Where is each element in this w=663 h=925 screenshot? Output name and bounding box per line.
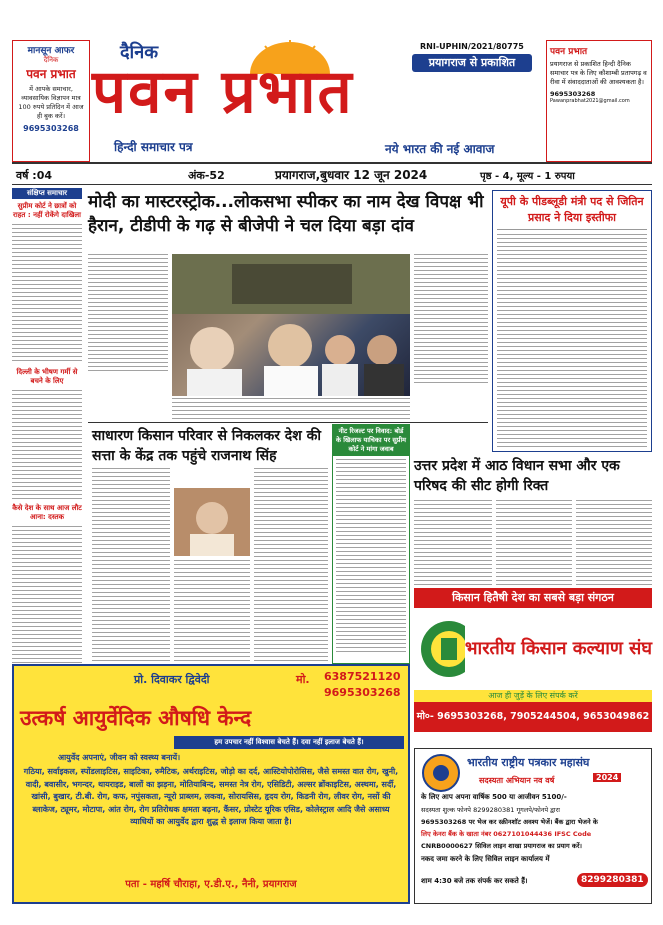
ayur-phone-2: 9695303268 [324, 686, 401, 699]
lead-photo-art [172, 254, 410, 396]
ayur-title: उत्कर्ष आयुर्वेदिक औषधि केन्द [20, 706, 252, 730]
sidebar [12, 188, 82, 652]
story4-headline: उत्तर प्रदेश में आठ विधान सभा और एक परिषद की सीट होगी रिक्त [414, 458, 620, 494]
patrakar-title: भारतीय राष्ट्रीय पत्रकार महासंघ [467, 756, 590, 769]
sidebar-body-1 [12, 224, 82, 364]
patrakar-line-3: लिए केनरा बैंक के खाता नंबर 0627101044436 IFSC Code [421, 830, 592, 838]
patrakar-line-5: नकद जमा करने के लिए सिविल लाइन कार्यालय में [421, 855, 550, 863]
sidebar-headline-3: कैसे देश के साथ आज लौट आना: दस्तक [12, 504, 82, 521]
lead-col-right [414, 254, 488, 384]
story2-photo-art [174, 488, 250, 556]
right-top-story [492, 190, 652, 452]
story4-col-3 [576, 500, 652, 586]
published-from: प्रयागराज से प्रकाशित [412, 54, 532, 72]
kisan-ad [414, 588, 652, 738]
left-ad-body: में आपके समाचार, व्यावसायिक विज्ञापन मात्र 100 रुपये प्रतिदिन में आज ही बुक करें। [18, 85, 84, 120]
right-ad-title: पवन प्रभात [550, 47, 588, 57]
lead-col-left [88, 254, 168, 374]
patrakar-drive: सदस्यता अभियान नव वर्ष [479, 776, 555, 785]
story2-col-2 [174, 560, 250, 662]
sidebar-body-2 [12, 390, 82, 500]
patrakar-phone: 8299280381 [577, 873, 648, 887]
right-top-headline: यूपी के पीडब्लूडी मंत्री पद से जितिन प्रसाद ने दिया इस्तीफा [497, 194, 647, 230]
sidebar-label: संक्षिप्त समाचार [12, 188, 82, 199]
story2-col-3 [254, 468, 328, 662]
tagline: हिन्दी समाचार पत्र [114, 140, 193, 154]
left-ad-subtitle: दैनिक [43, 56, 59, 64]
left-ad-title: मानसून आफर [27, 46, 75, 56]
dateline-rule-bottom [12, 184, 652, 185]
lead-photo [172, 254, 410, 396]
kisan-phones: मो०- 9695303268, 7905244504, 9653049862 [414, 702, 652, 732]
year: वर्ष :04 [16, 169, 53, 182]
rni-number: RNI-UPHIN/2021/80775 [420, 42, 524, 51]
patrakar-year: 2024 [593, 773, 621, 782]
kisan-name: भारतीय किसान कल्याण संघ [464, 638, 652, 659]
kisan-top: किसान हितैषी देश का सबसे बड़ा संगठन [414, 588, 652, 608]
left-ad-box [12, 40, 90, 162]
ayur-diseases: गठिया, सर्वाइकल, स्पोंडलाइटिस, साइटिका, रुमैटिक, अर्थराइटिस, जोड़ो का दर्द, आस्टियोपोरोसिस, जैसे समस्त वात रोग, खुनी, वादी, बवासीर, भगन्दर, थायराइड, बालों का झड़ना, मोतियाबिन्द, समस्त नेत्र रोग, एसिडिटी, अल्सर ब्रोंकाइटिस, अस्थमा, सर्दी, खांसी, बुखार, टी.बी. रोग, कफ, नपुंसकता, न्यूरो प्राब्लम, लकवा, सोरायसिस, हृदय रोग, किडनी रोग, लीवर रोग, नसों की ब्लाकेज, ट्यूमर, मोटापा, आंत रोग, रोग प्रतिरोधक क्षमता बढ़ना, कैंसर, प्रोस्टेट यूरिक एसिड, कोलेस्ट्राल आदि जैसे असाध्य व्याधियों का आयुर्वेद द्वारा शुद्ध से इलाज किया जाता है। [23, 767, 399, 826]
ayur-mobile-label: मो. [296, 673, 310, 686]
ayur-ad [12, 664, 410, 904]
left-ad-phone: 9695303268 [23, 124, 79, 133]
story4-col-2 [496, 500, 572, 586]
issue: अंक-52 [188, 169, 225, 182]
ayur-slogan: आयुर्वेद अपनाएं, जीवन को स्वस्थ्य बनायें। [58, 753, 181, 762]
story4-col-1 [414, 500, 492, 586]
divider-story2 [88, 422, 488, 423]
story2-headline: साधारण किसान परिवार से निकलकर देश की सत्ता के केंद्र तक पहुंचे राजनाथ सिंह [92, 428, 322, 464]
right-ad-box [546, 40, 652, 162]
patrakar-line-4: CNRB0000627 सिविल लाइन शाखा प्रयागराज का प्रयाग करें। [421, 842, 583, 850]
newspaper-title: पवन प्रभात [92, 57, 354, 127]
patrakar-fee: के लिए आप अपना वार्षिक 500 या आजीवन 5100/- [421, 793, 567, 801]
right-ad-email: Pawanprabhat2021@gmail.com [550, 98, 630, 104]
story3-body [336, 459, 406, 655]
daily-label: दैनिक [120, 42, 159, 63]
patrakar-line-6: शाम 4:30 बजे तक संपर्क कर सकते हैं। [421, 877, 528, 885]
patrakar-emblem [421, 753, 461, 793]
ayur-promise: हम उपचार नहीं विश्वास बेचते हैं। दवा नहीं इलाज बेचते हैं। [174, 736, 404, 749]
right-top-body [497, 234, 647, 448]
story3-headline: नीट रिजल्ट पर विवाद: बोर्ड के खिलाफ याचिका पर सुप्रीम कोर्ट ने मांगा जवाब [333, 425, 409, 456]
kisan-line: आज ही जुड़ें के लिए संपर्क करें [414, 690, 652, 702]
patrakar-ad [414, 748, 652, 904]
motto: नये भारत की नई आवाज [385, 142, 495, 156]
city-date: प्रयागराज,बुधवार 12 जून 2024 [275, 168, 428, 182]
sidebar-body-3 [12, 526, 82, 676]
lead-below-photo [172, 398, 410, 422]
kisan-emblem [414, 608, 465, 690]
left-ad-brand: पवन प्रभात [26, 67, 76, 81]
story3-box [332, 424, 410, 664]
pages-price: पृष्ठ - 4, मूल्य - 1 रुपया [480, 171, 575, 182]
lead-headline: मोदी का मास्टरस्ट्रोक...लोकसभा स्पीकर का नाम देख विपक्ष भी हैरान, टीडीपी के गढ़ से बीजेपी ने चल दिया बड़ा दांव [88, 192, 484, 236]
patrakar-line-2: 9695303268 पर भेज कर स्क्रीनशॉट अवश्य भेजें। बैंक द्वारा भेजने के [421, 818, 598, 826]
ayur-address: पता - महर्षि चौराहा, ए.डी.ए., नैनी, प्रयागराज [125, 879, 297, 890]
sidebar-headline-1: सुप्रीम कोर्ट ने छात्रों को राहत : नहीं रोकेंगे दाखिला [13, 202, 81, 219]
kisan-body [414, 608, 652, 690]
story2-col-1 [92, 468, 170, 662]
dateline-rule [12, 162, 652, 164]
story2-photo [174, 488, 250, 556]
sidebar-headline-2: दिल्ली के भीषण गर्मी से बचने के लिए [16, 368, 78, 385]
right-ad-body: प्रयागराज से प्रकाशित हिन्दी दैनिक समाचार पत्र के लिए कौशाम्बी प्रतापगढ़ व रीवा में संवाददाताओं की आवश्यकता है। [550, 60, 647, 86]
ayur-doctor: प्रो. दिवाकर द्विवेदी [134, 673, 210, 686]
right-ad-phone: 9695303268 [550, 90, 596, 98]
ayur-phone-1: 6387521120 [324, 670, 401, 683]
patrakar-line-1: सदस्यता शुल्क फोनपे 8299280381 गूगलपे/फोनपे द्वारा [421, 806, 560, 814]
